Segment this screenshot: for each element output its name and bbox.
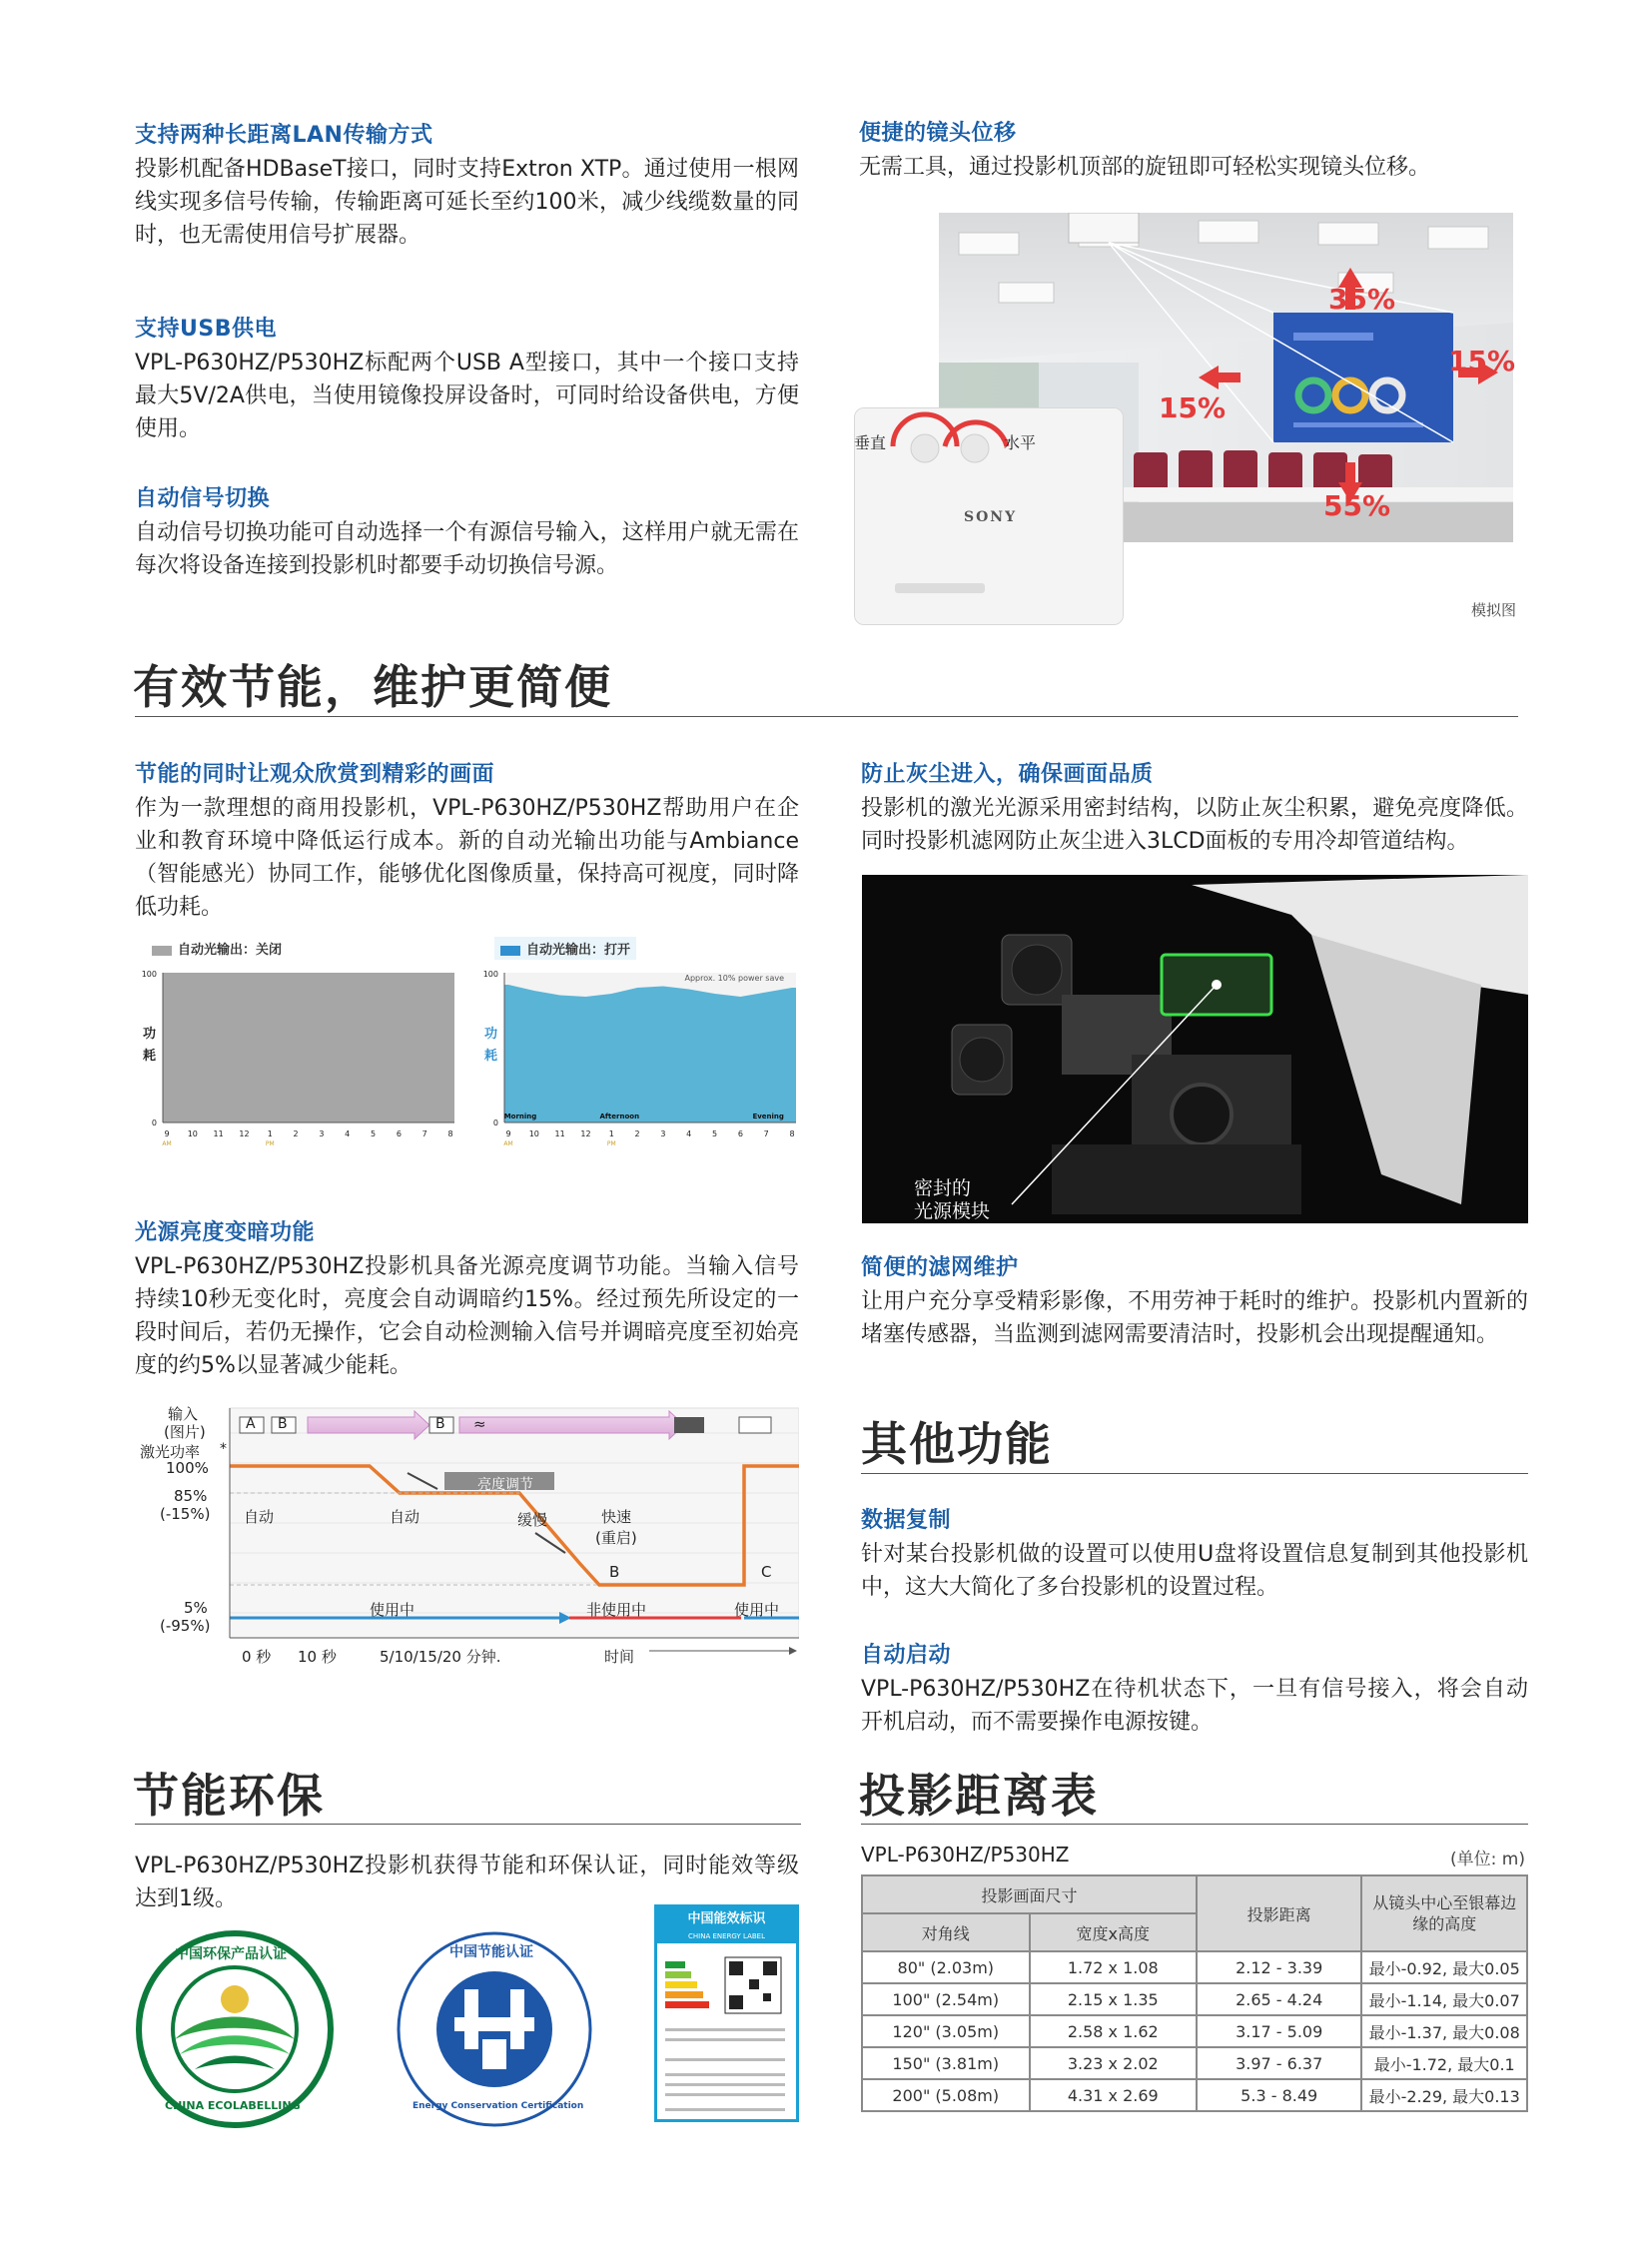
x-tick-label: 11 [213,1129,224,1138]
usb-text: VPL-P630HZ/P530HZ标配两个USB A型接口，其中一个接口支持最大5V/2A供电，当使用镜像投屏设备时，可同时给设备供电，方便使用。 [135,351,799,441]
x-tick-label: 9 [164,1129,170,1138]
lens-shift-title: 便捷的镜头位移 [859,121,1017,146]
distance-model: VPL-P630HZ/P530HZ [861,1843,1070,1867]
lan-title: 支持两种长距离LAN传输方式 [135,123,433,148]
energy-section-title: 有效节能，维护更简便 [133,660,612,714]
dim-label-b: B [609,1563,620,1581]
chart-annotation: Approx. 10% power save [684,974,784,983]
energy-section-rule [135,716,1518,717]
sealed-label-1: 密封的 [914,1177,972,1199]
period-label: Morning [503,1113,537,1120]
auto-switch-title: 自动信号切换 [135,486,271,511]
energy-logo-bottom-text: Energy Conservation Certification [413,2101,584,2111]
china-energy-label [654,1904,799,2122]
dim-auto-1: 自动 [244,1508,275,1526]
x-sub-label: AM [162,1140,172,1145]
dim-t-time: 时间 [604,1648,635,1666]
sealed-label-2: 光源模块 [914,1200,991,1222]
dim-restart: (重启) [595,1529,637,1547]
power-chart-on [474,961,804,1145]
dim-t-min: 5/10/15/20 分钟. [380,1648,501,1666]
light-module-photo [862,875,1528,1223]
auto-start-text: VPL-P630HZ/P530HZ在待机状态下，一旦有信号接入，将会自动开机启动，而不需要操作电源按键。 [861,1677,1528,1735]
energy-save-text: 作为一款理想的商用投影机，VPL-P630HZ/P530HZ帮助用户在企业和教育环境中降低运行成本。新的自动光输出功能与Ambiance（智能感光）协同工作，能够优化图像质量，保持高可视度，同时降低功耗。 [135,796,799,920]
filter-title: 简便的滤网维护 [861,1255,1019,1280]
auto-switch-text: 自动信号切换功能可自动选择一个有源信号输入，这样用户就无需在每次将设备连接到投影机时都要手动切换信号源。 [135,520,799,578]
x-tick-label: 7 [763,1129,769,1138]
data-copy-title: 数据复制 [861,1508,952,1533]
shift-up-label: 35% [1328,283,1396,316]
x-tick-label: 2 [293,1129,299,1138]
dim-box-a: A [246,1416,256,1432]
dimming-text: VPL-P630HZ/P530HZ投影机具备光源亮度调节功能。当输入信号持续10秒无变化时，亮度会自动调暗约15%。经过预先所设定的一段时间后，若仍无操作，它会自动检测输入信号并调暗亮度至初始亮度的约5%以显著减少能耗。 [135,1254,799,1378]
filter-text: 让用户充分享受精彩影像，不用劳神于耗时的维护。投影机内置新的堵塞传感器，当监测到滤网需要清洁时，投影机会出现提醒通知。 [861,1289,1528,1347]
energy-label-title: 中国能效标识 [657,1907,796,1931]
x-sub-label: PM [606,1140,616,1145]
other-section-title: 其他功能 [861,1417,1053,1471]
table-row: 150" (3.81m) 3.23 x 2.02 3.97 - 6.37 最小-1.72, 最大0.1 [862,2047,1527,2079]
other-section-rule [861,1473,1528,1474]
dim-in-use: 使用中 [370,1601,415,1619]
y-tick-label: 0 [151,1119,157,1127]
dim-box-wave: ≈ [473,1415,486,1433]
area-series [504,985,796,1122]
x-tick-label: 3 [319,1129,325,1138]
dim-y5: 5% [184,1599,208,1617]
th-screen-size: 投影画面尺寸 [862,1875,1197,1913]
chart-on-legend: 自动光输出：打开 [494,937,636,960]
x-sub-label: PM [265,1140,275,1145]
th-diagonal: 对角线 [862,1913,1030,1951]
usb-title: 支持USB供电 [135,317,277,342]
y-axis-label: 功 [143,1027,157,1042]
x-tick-label: 11 [554,1129,565,1138]
period-label: Evening [752,1113,784,1120]
dim-y5-sub: (-95%) [160,1617,211,1635]
x-sub-label: AM [503,1140,513,1145]
dim-box-b: B [278,1416,288,1432]
chart-off-legend: 自动光输出：关闭 [152,939,282,958]
shift-left-label: 15% [1159,391,1227,424]
x-tick-label: 12 [239,1129,250,1138]
distance-section-rule [861,1824,1528,1825]
dim-y85-sub: (-15%) [160,1505,211,1523]
x-tick-label: 10 [528,1129,539,1138]
table-row: 80" (2.03m) 1.72 x 1.08 2.12 - 3.39 最小-0.92, 最大0.05 [862,1951,1527,1983]
shift-down-label: 55% [1323,489,1391,522]
x-tick-label: 8 [789,1129,795,1138]
x-tick-label: 3 [660,1129,666,1138]
dim-laser-label: 激光功率 [140,1443,201,1461]
dust-title: 防止灰尘进入，确保画面品质 [861,762,1154,787]
x-tick-label: 6 [737,1129,743,1138]
x-tick-label: 9 [505,1129,511,1138]
shift-right-label: 15% [1448,345,1516,377]
x-tick-label: 1 [608,1129,614,1138]
x-tick-label: 2 [634,1129,640,1138]
dim-auto-2: 自动 [390,1508,420,1526]
dim-input-label-2: (图片) [164,1423,206,1441]
th-width-height: 宽度x高度 [1030,1913,1197,1951]
dim-t0: 0 秒 [242,1648,272,1666]
x-tick-label: 1 [267,1129,273,1138]
dust-text: 投影机的激光光源采用密封结构，以防止灰尘积累，避免亮度降低。同时投影机滤网防止灰尘进入3LCD面板的专用冷却管道结构。 [861,796,1528,854]
y-axis-label: 功 [484,1027,498,1042]
sony-logo: SONY [964,509,1018,525]
simulation-caption: 模拟图 [1471,601,1517,619]
dim-t10: 10 秒 [298,1648,337,1666]
dimming-diagram [130,1403,799,1678]
x-tick-label: 4 [345,1129,351,1138]
table-row: 120" (3.05m) 2.58 x 1.62 3.17 - 5.09 最小-1.37, 最大0.08 [862,2015,1527,2047]
dim-brightness-adj: 亮度调节 [477,1477,533,1493]
energy-label-sub: CHINA ENERGY LABEL [657,1931,796,1943]
dim-fast: 快速 [601,1508,632,1526]
dim-box-b2: B [435,1416,445,1432]
energy-conservation-logo [395,1929,594,2129]
lens-shift-text: 无需工具，通过投影机顶部的旋钮即可轻松实现镜头位移。 [859,155,1431,180]
x-tick-label: 6 [396,1129,402,1138]
knob-horizontal-label: 水平 [1004,433,1037,452]
china-ecolabel-logo [135,1929,335,2129]
dim-y85: 85% [174,1487,208,1505]
y-tick-label: 100 [141,970,157,979]
dim-slow: 缓慢 [517,1511,548,1529]
dim-y100: 100% [166,1459,209,1477]
period-label: Afternoon [599,1113,640,1120]
x-tick-label: 12 [580,1129,591,1138]
y-tick-label: 0 [492,1119,498,1127]
projection-distance-table [861,1874,1528,2112]
distance-section-title: 投影距离表 [859,1769,1099,1823]
dim-label-c: C [761,1563,772,1581]
eco-section-rule [135,1824,801,1825]
ecolabel-top-text: 中国环保产品认证 [175,1946,287,1962]
distance-unit: (单位: m) [1450,1850,1525,1869]
y-tick-label: 100 [482,970,498,979]
dim-input-label-1: 输入 [168,1405,199,1423]
table-row: 100" (2.54m) 2.15 x 1.35 2.65 - 4.24 最小-1.14, 最大0.07 [862,1983,1527,2015]
eco-section-title: 节能环保 [133,1769,325,1823]
x-tick-label: 5 [370,1129,377,1138]
auto-start-title: 自动启动 [861,1643,952,1668]
th-lens-height: 从镜头中心至银幕边 缘的高度 [1361,1875,1527,1951]
table-row: 200" (5.08m) 4.31 x 2.69 5.3 - 8.49 最小-2.29, 最大0.13 [862,2079,1527,2111]
th-throw-distance: 投影距离 [1197,1875,1361,1951]
dim-not-in-use: 非使用中 [586,1601,647,1619]
area-series [163,973,454,1122]
dimming-title: 光源亮度变暗功能 [135,1220,316,1245]
x-tick-label: 5 [711,1129,718,1138]
y-axis-label: 耗 [484,1049,498,1064]
data-copy-text: 针对某台投影机做的设置可以使用U盘将设置信息复制到其他投影机中，这大大简化了多台投影机的设置过程。 [861,1542,1528,1600]
dim-in-use-2: 使用中 [734,1601,780,1619]
eco-text: VPL-P630HZ/P530HZ投影机获得节能和环保认证，同时能效等级达到1级。 [135,1854,799,1911]
lan-text: 投影机配备HDBaseT接口，同时支持Extron XTP。通过使用一根网线实现多信号传输，传输距离可延长至约100米，减少线缆数量的同时，也无需使用信号扩展器。 [135,157,799,248]
dim-asterisk: * [220,1441,227,1457]
energy-logo-top-text: 中国节能认证 [449,1944,533,1960]
x-tick-label: 4 [686,1129,692,1138]
power-chart-off [133,961,462,1145]
x-tick-label: 10 [187,1129,198,1138]
ecolabel-bottom-text: CHINA ECOLABELLING [165,2099,301,2112]
energy-save-title: 节能的同时让观众欣赏到精彩的画面 [135,762,495,787]
knob-vertical-label: 垂直 [854,433,887,452]
x-tick-label: 7 [421,1129,427,1138]
x-tick-label: 8 [447,1129,453,1138]
y-axis-label: 耗 [143,1049,157,1064]
